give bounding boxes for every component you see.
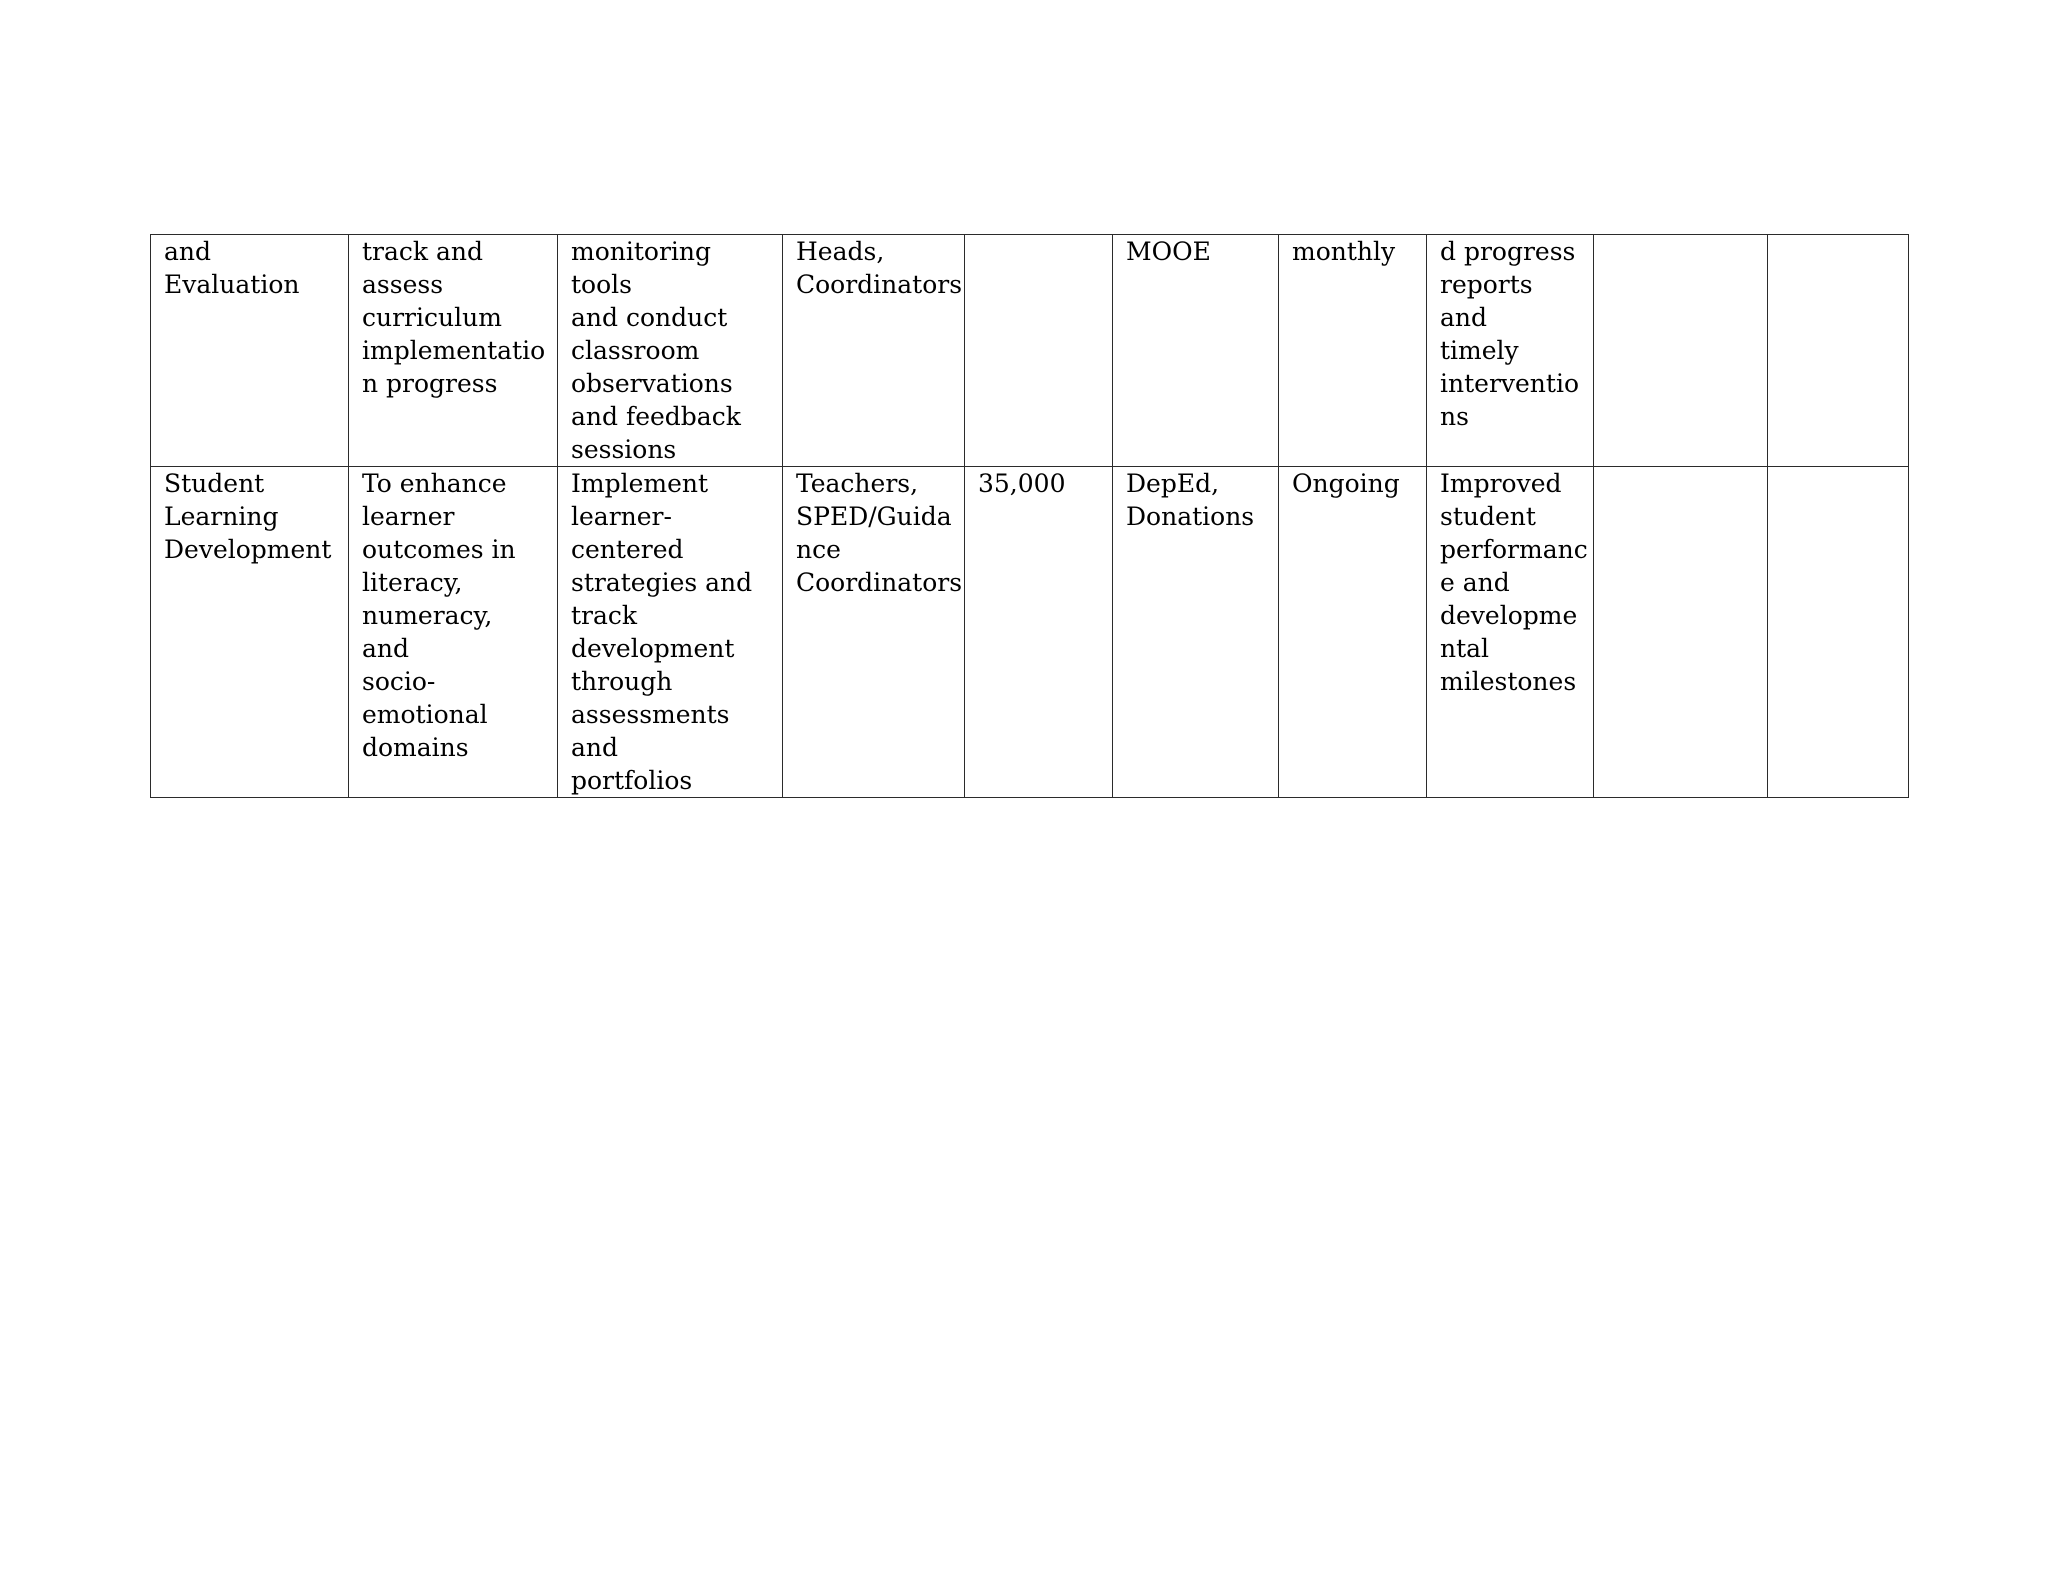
table-cell-objective: To enhance learner outcomes in literacy, numeracy, and socio- emotional domains: [349, 467, 558, 798]
table-cell-time-frame: monthly: [1279, 235, 1427, 467]
table-row: [151, 235, 1909, 467]
table-row: [151, 467, 1909, 798]
table-cell-fund-source: MOOE: [1113, 235, 1279, 467]
table-cell-expected-output: d progress reports and timely interventio ns: [1427, 235, 1594, 467]
table-cell-budget: [965, 235, 1113, 467]
table-cell-objective: track and assess curriculum implementatio n progress: [349, 235, 558, 467]
table-cell-fund-source: DepEd, Donations: [1113, 467, 1279, 798]
table-cell-empty: [1768, 235, 1909, 467]
table-cell-area: Student Learning Development: [151, 467, 349, 798]
table-cell-persons-involved: Teachers, SPED/Guida nce Coordinators: [783, 467, 965, 798]
table-cell-time-frame: Ongoing: [1279, 467, 1427, 798]
table-cell-activities: monitoring tools and conduct classroom observations and feedback sessions: [558, 235, 783, 467]
table-cell-empty: [1594, 467, 1768, 798]
table-cell-empty: [1594, 235, 1768, 467]
action-plan-table: [150, 234, 1909, 798]
table-cell-persons-involved: Heads, Coordinators: [783, 235, 965, 467]
table-cell-empty: [1768, 467, 1909, 798]
table-cell-expected-output: Improved student performanc e and developme ntal milestones: [1427, 467, 1594, 798]
table-cell-activities: Implement learner-centered strategies and track development through assessments and portfolios: [558, 467, 783, 798]
table-cell-area: and Evaluation: [151, 235, 349, 467]
table-cell-budget: 35,000: [965, 467, 1113, 798]
